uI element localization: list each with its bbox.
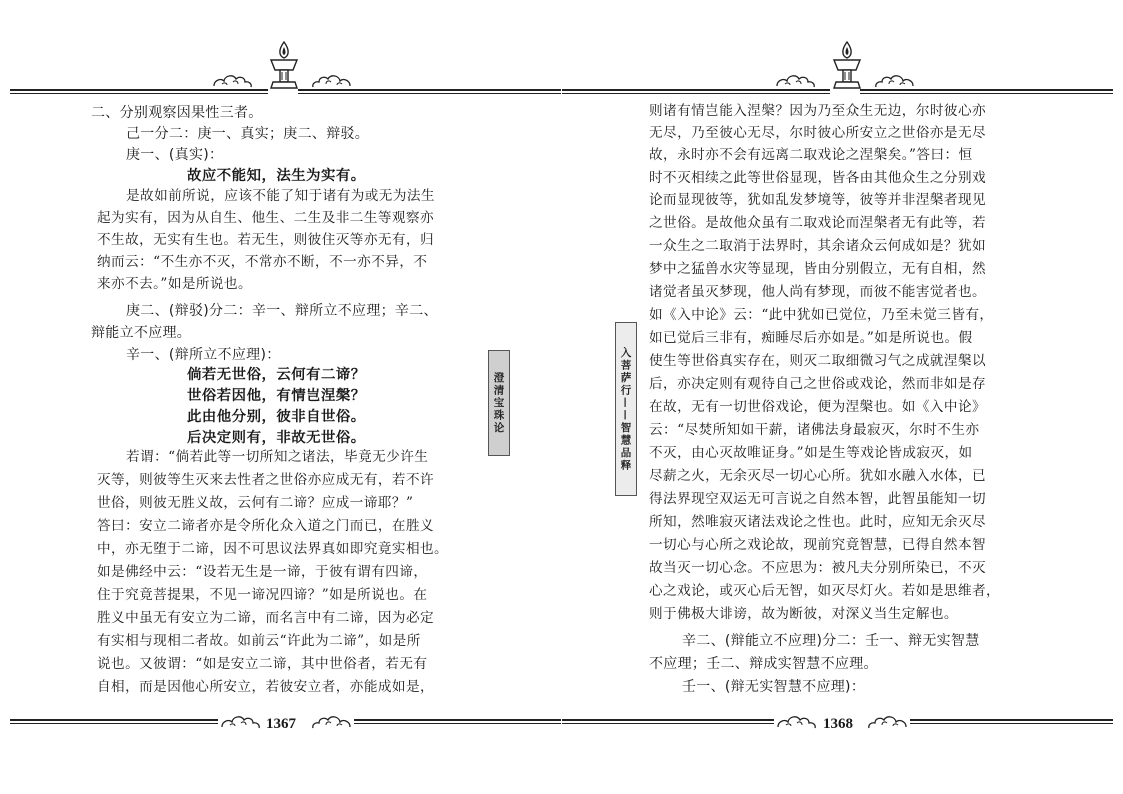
body-line: 如《入中论》云：“此中犹如已觉位，乃至未觉三皆有， [649,307,994,323]
body-line: 在故，无有一切世俗戏论，便为涅槃也。如《入中论》 [649,399,987,415]
verse-line: 世俗若因他，有情岂涅槃？ [187,388,366,404]
body-line: 胜义中虽无有安立为二谛，而名言中有二谛，因为必定 [97,610,435,626]
section-heading: 二、分别观察因果性三者。 [91,105,263,121]
body-line: 梦中之猛兽水灾等显现，皆由分别假立，无有自相，然 [649,261,987,277]
body-line: 时不灭相续之此等世俗显现，皆各由其他众生之分别戏 [649,170,987,186]
header-rule [562,89,830,96]
body-line: 则诸有情岂能入涅槃？因为乃至众生无边，尔时彼心亦 [649,103,987,119]
body-line: 自相，而是因他心所安立，若彼安立者，亦能成如是， [97,679,435,695]
header-rule [298,89,561,96]
page-number: 1367 [266,716,296,732]
body-line: 灭等，则彼等生灭来去性者之世俗亦应成无有，若不许 [97,472,435,488]
section-heading: 己一分二：庚一、真实；庚二、辩驳。 [126,126,370,142]
body-line: 世俗，则彼无胜义故，云何有二谛？应成一谛耶？” [97,495,414,511]
body-line: 说也。又彼谓：“如是安立二谛，其中世俗者，若无有 [97,656,428,672]
body-line: 无尽，乃至彼心无尽，尔时彼心所安立之世俗亦是无尽 [649,125,987,141]
body-line: 所知，然唯寂灭诸法戏论之性也。此时，应知无余灭尽 [649,514,987,530]
footer-rule [562,719,774,726]
spine-title-tab [615,322,637,496]
body-line: 答曰：安立二谛者亦是令所化众入道之门而已，在胜义 [97,518,435,534]
body-line: 则于佛极大诽谤，故为断彼，对深义当生定解也。 [649,606,958,622]
body-line: 得法界现空双运无可言说之自然本智，此智虽能知一切 [649,491,987,507]
body-line: 尽薪之火，无余灭尽一切心心所。犹如水融入水体，已 [649,468,987,484]
body-line: 是故如前所说，应该不能了知于诸有为或无为法生 [126,188,435,204]
body-line: 使生等世俗真实存在，则灭二取细微习气之成就涅槃以 [649,353,987,369]
spine-title: 入菩萨行——智慧品释 [619,346,632,472]
body-line: 住于究竟菩提果，不见一谛况四谛？”如是所说也。在 [97,587,428,603]
verse-line: 故应不能知，法生为实有。 [187,168,366,184]
section-heading: 辛二、(辩能立不应理)分二：壬一、辩无实智慧 [682,633,980,649]
body-line: 论而显现彼等，犹如乱发梦境等，彼等并非涅槃者现见 [649,192,987,208]
body-line: 后，亦决定则有观待自己之世俗或戏论，然而非如是存 [649,376,987,392]
section-heading: 壬一、(辩无实智慧不应理)： [682,679,866,695]
body-line: 诸觉者虽灭梦现，他人尚有梦现，而彼不能害觉者也。 [649,284,987,300]
butter-lamp-icon [263,40,305,96]
section-heading: 不应理；壬二、辩成实智慧不应理。 [649,656,878,672]
body-line: 中，亦无堕于二谛，因不可思议法界真如即究竟实相也。 [97,541,449,557]
cloud-ornament-icon [776,713,818,731]
body-line: 来亦不去。”如是所说也。 [97,276,253,292]
cloud-ornament-icon [310,72,352,90]
verse-line: 倘若无世俗，云何有二谛？ [187,367,366,383]
spine-title: 澄清宝珠论 [492,371,505,435]
body-line: 一切心与心所之戏论故，现前究竟智慧，已得自然本智 [649,537,987,553]
right-page [562,0,1123,794]
body-line: 心之戏论，或灭心后无智，如灭尽灯火。若如是思维者， [649,583,1001,599]
cloud-ornament-icon [220,713,262,731]
cloud-ornament-icon [310,713,352,731]
body-line: 如是佛经中云：“设若无生是一谛，于彼有谓有四谛， [97,564,428,580]
section-heading: 辩能立不应理。 [91,325,192,341]
verse-line: 后决定则有，非故无世俗。 [187,430,366,446]
body-line: 如已觉后三非有，痴睡尽后亦如是。”如是所说也。假 [649,330,973,346]
spine-title-tab [488,350,510,456]
verse-line: 此由他分别，彼非自世俗。 [187,409,366,425]
body-line: 纳而云：“不生亦不灭，不常亦不断，不一亦不异，不 [97,254,428,270]
body-line: 若谓：“倘若此等一切所知之诸法，毕竟无少许生 [126,449,429,465]
body-line: 一众生之二取消于法界时，其余诸众云何成如是？犹如 [649,238,987,254]
body-line: 云：“尽焚所知如干薪，诸佛法身最寂灭，尔时不生亦 [649,422,980,438]
section-heading: 庚二、(辩驳)分二：辛一、辩所立不应理；辛二、 [126,303,438,319]
header-rule [860,89,1113,96]
body-line: 故当灭一切心念。不应思为：被凡夫分别所染已，不灭 [649,560,987,576]
section-heading: 庚一、(真实)： [126,147,224,163]
footer-rule [910,719,1113,726]
butter-lamp-icon [826,40,868,96]
body-line: 故，永时亦不会有远离二取戏论之涅槃矣。”答曰：恒 [649,147,973,163]
page-number: 1368 [823,716,853,732]
cloud-ornament-icon [212,72,254,90]
left-page [0,0,561,794]
cloud-ornament-icon [866,713,908,731]
section-heading: 辛一、(辩所立不应理)： [126,347,281,363]
body-line: 不生故，无实有生也。若无生，则彼住灭等亦无有，归 [97,232,435,248]
footer-rule [354,719,561,726]
cloud-ornament-icon [873,72,915,90]
cloud-ornament-icon [775,72,817,90]
body-line: 之世俗。是故他众虽有二取戏论而涅槃者无有此等，若 [649,215,987,231]
header-rule [10,89,268,96]
body-line: 不灭，由心灭故唯证身。”如是生等戏论皆成寂灭，如 [649,445,973,461]
body-line: 起为实有，因为从自生、他生、二生及非二生等观察亦 [97,210,435,226]
footer-rule [10,719,218,726]
body-line: 有实相与现相二者故。如前云“许此为二谛”，如是所 [97,633,421,649]
